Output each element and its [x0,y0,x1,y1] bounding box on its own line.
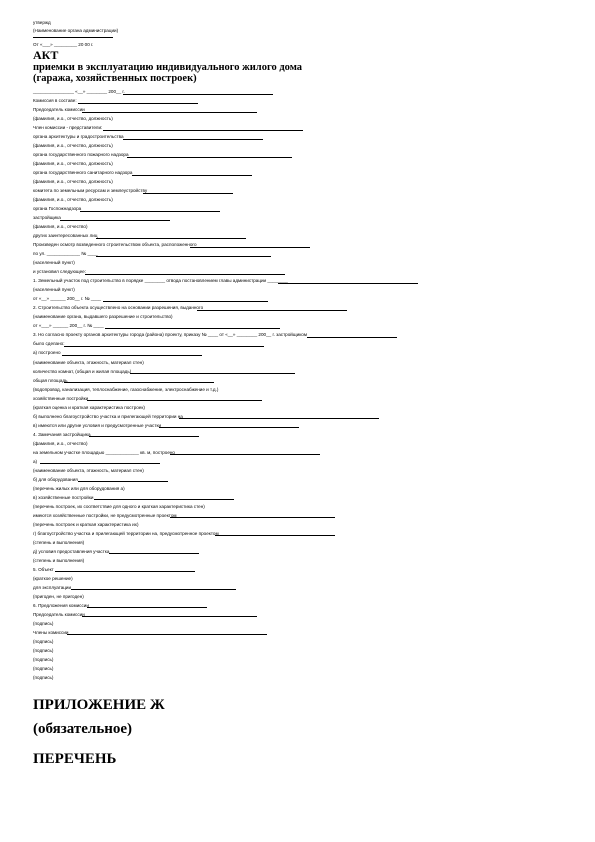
form-line: (перечень построек, их соответствие для одного и краткая характеристика стен) [33,503,205,509]
form-line: (фамилия, и.о., отчество) [33,224,88,230]
signature-line [33,37,113,38]
form-line: (фамилия, и.о., отчество, должность) [33,161,113,167]
form-line: 3. Но согласно проекту органов архитектуры города (района) проекту, приказу № ____ от «__» ________ 200__ г. застройщиком [33,332,307,338]
org-label: (Наименование органа администрации) [33,28,119,33]
form-line: Произведен осмотр возведенного строительством объекта, расположенного [33,242,197,248]
form-line: и установил следующее: [33,269,87,275]
form-line: д) условия предоставления участка [33,548,110,554]
fill-in-line [96,256,271,257]
fill-in-line [123,139,263,140]
form-line: комитета по земельным ресурсам и землеустройству [33,188,148,194]
form-line: (водопровод, канализация, теплоснабжение, газоснабжение, электроснабжение и т.д.) [33,386,219,392]
fill-in-line [132,175,252,176]
form-line: (подпись) [33,675,54,680]
fill-in-line [82,112,257,113]
form-line: (подпись) [33,638,54,644]
fill-in-line [87,607,207,608]
fill-in-line [82,616,257,617]
form-line: Председатель комиссии [33,107,85,112]
fill-in-line [130,373,295,374]
form-line: ________________ «__» ________ 200__ г. [33,89,125,94]
form-line: г) благоустройство участка и прилегающей территории на, предусмотренное проектом [33,530,219,536]
fill-in-line [87,400,262,401]
form-line: количество комнат, (общая и жилая площадь) [33,368,132,374]
form-line: б) для оборудования [33,476,78,482]
form-line: 4. Замечания застройщика [33,431,91,437]
fill-in-line [123,94,273,95]
fill-in-line [62,355,202,356]
fill-in-line [109,553,199,554]
form-line: (подпись) [33,647,54,653]
form-line: общая площадь [33,377,68,383]
act-subtitle-line1: приемки в эксплуатацию индивидуального жилого дома [33,62,303,73]
form-line: а) построено [33,350,61,356]
fill-in-line [127,157,292,158]
fill-in-line [105,328,280,329]
fill-in-line [60,220,170,221]
form-line: (перечень построек и краткая характеристика их) [33,521,139,527]
form-line: (населенный пункт) [33,287,75,293]
form-line: (краткое решение) [33,575,73,581]
form-line: (подпись) [33,666,54,671]
fill-in-line [103,130,303,131]
fill-in-line [278,283,418,284]
form-line: органа государственного пожарного надзора [33,152,129,158]
fill-in-line [78,481,168,482]
fill-in-line [215,535,335,536]
approve-label: утвержд [33,20,51,25]
fill-in-line [78,103,198,104]
fill-in-line [143,193,233,194]
form-line: от «___» ______ 200__ г. № ____ [33,323,104,329]
form-line: имеются хозяйственные постройки, не предусмотренные проектом [33,512,177,518]
fill-in-line [64,346,264,347]
form-line: (наименование органа, выдавшего разрешение и строительство) [33,314,173,320]
form-line: (фамилия, и.о., отчество, должность) [33,116,113,121]
form-line: Председатель комиссии [33,611,85,617]
fill-in-line [40,463,160,464]
form-line: 2. Строительство объекта осуществлено на основании разрешения, выданного [33,305,204,311]
form-line: было сделано: [33,341,65,347]
form-line: Члены комиссии [33,629,69,635]
form-line: (подпись) [33,657,54,662]
fill-in-line [190,247,310,248]
fill-in-line [159,427,299,428]
fill-in-line [85,274,285,275]
form-line: органа Госпожнадзора [33,206,82,212]
act-subtitle-line2: (гаража, хозяйственных построек) [33,73,197,84]
approval-date: От «___» _________ 20 00 г. [33,42,94,47]
form-line: хозяйственные постройки [33,395,89,401]
form-line: в) имеются или другие условия и предусмотренные участки [33,422,162,428]
form-line: 1. Земельный участок под строительство в порядке ________ отвода постановлением главы администрации ________ [33,278,288,284]
form-line: 6. Предложения комиссии [33,602,89,608]
fill-in-line [94,499,234,500]
form-line: (степень и выполнения) [33,539,85,545]
form-line: (краткая оценка и краткая характеристика построек) [33,404,145,410]
fill-in-line [71,589,236,590]
appendix-subtitle: (обязательное) [33,721,133,737]
fill-in-line [197,310,347,311]
form-line: по ул. _____________ № ____ [33,251,98,257]
fill-in-line [64,382,214,383]
form-line: (подпись) [33,620,54,626]
form-line: Комиссия в составе: [33,98,77,103]
fill-in-line [170,517,335,518]
form-line: 5. Объект [33,566,54,572]
fill-in-line [170,454,320,455]
form-line: (фамилия, и.о., отчество, должность) [33,179,113,185]
form-line: (фамилия, и.о., отчество, должность) [33,197,113,203]
form-line: (наименование объекта, этажность, материал стен) [33,359,144,365]
form-line: (наименование объекта, этажность, материал стен) [33,467,144,473]
fill-in-line [80,211,220,212]
form-line: б) выполнено благоустройство участка и прилегающей территории на [33,413,183,419]
form-line: застройщика [33,215,61,221]
fill-in-line [179,418,379,419]
form-line: (перечень жилых или для оборудования а) [33,485,125,491]
form-line: для эксплуатации [33,584,72,590]
form-line: в) хозяйственные постройки [33,494,94,500]
fill-in-line [96,238,246,239]
form-line: органа государственного санитарного надзора [33,170,133,176]
fill-in-line [307,337,397,338]
appendix-heading: ПЕРЕЧЕНЬ [33,751,117,767]
form-line: Член комиссии - представители: [33,125,103,131]
fill-in-line [103,301,268,302]
form-line: от «__» ______ 200__ г. № ____ [33,296,102,302]
fill-in-line [89,436,199,437]
form-line: органа архитектуры и градостроительства [33,134,124,140]
fill-in-line [67,634,267,635]
form-line: (населенный пункт) [33,260,75,266]
form-line: (пригоден, не пригоден) [33,593,84,599]
form-line: на земельном участке площадью _____________ кв. м, построено [33,449,175,455]
appendix-title: ПРИЛОЖЕНИЕ Ж [33,697,165,713]
form-line: (степень и выполнения) [33,557,85,563]
act-title: АКТ [33,48,59,62]
form-line: (фамилия, и.о., отчество, должность) [33,143,113,149]
form-line: (фамилия, и.о., отчество) [33,440,88,446]
fill-in-line [55,571,195,572]
form-line: а) [33,458,38,464]
form-line: других заинтересованных лиц [33,233,98,239]
